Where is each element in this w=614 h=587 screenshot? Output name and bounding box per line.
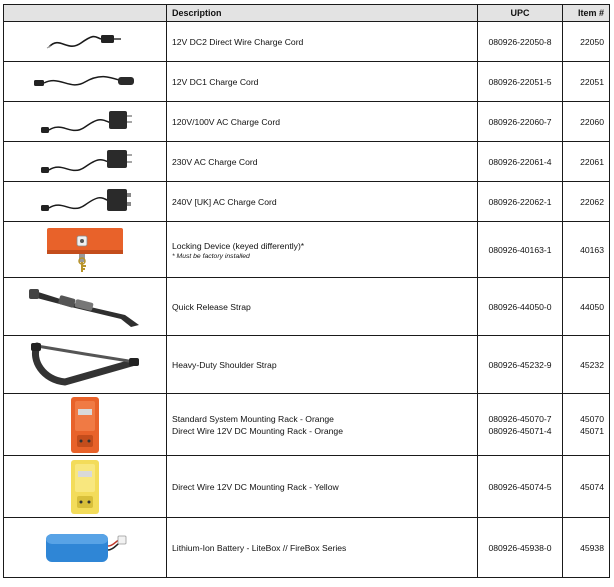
product-image-cell — [4, 102, 167, 142]
product-image-cell — [4, 518, 167, 578]
description-cell: Lithium-Ion Battery - LiteBox // FireBox Series — [167, 518, 478, 578]
upc-cell: 080926-22060-7 — [478, 102, 563, 142]
description-cell: 230V AC Charge Cord — [167, 142, 478, 182]
dc1-cord-icon — [30, 69, 140, 95]
table-row — [4, 182, 610, 222]
upc-cell: 080926-40163-1 — [478, 222, 563, 278]
item-cell: 40163 — [563, 222, 610, 278]
product-image-cell — [4, 62, 167, 102]
description-cell: 12V DC2 Direct Wire Charge Cord — [167, 22, 478, 62]
yellow-rack-icon — [65, 458, 105, 516]
item-cell: 44050 — [563, 278, 610, 336]
parts-table — [3, 4, 610, 578]
item-cell: 45074 — [563, 456, 610, 518]
item-cell: 22062 — [563, 182, 610, 222]
battery-icon — [40, 526, 130, 570]
description-cell: 240V [UK] AC Charge Cord — [167, 182, 478, 222]
description-cell: 12V DC1 Charge Cord — [167, 62, 478, 102]
table-row — [4, 62, 610, 102]
shoulder-strap-icon — [25, 340, 145, 390]
item-cell: 45232 — [563, 336, 610, 394]
table-row — [4, 142, 610, 182]
product-image-cell — [4, 182, 167, 222]
upc-cell: 080926-22061-4 — [478, 142, 563, 182]
release-strap-icon — [25, 285, 145, 329]
item-cell: 45938 — [563, 518, 610, 578]
description-cell — [167, 394, 478, 456]
product-image-cell — [4, 336, 167, 394]
header-item: Item # — [563, 5, 610, 22]
lock-device-icon — [43, 224, 127, 276]
description-cell — [167, 222, 478, 278]
product-image-cell — [4, 456, 167, 518]
description-cell: Heavy-Duty Shoulder Strap — [167, 336, 478, 394]
upc-cell: 080926-22062-1 — [478, 182, 563, 222]
table-row — [4, 336, 610, 394]
table-row — [4, 22, 610, 62]
product-image-cell — [4, 142, 167, 182]
item-cell: 22051 — [563, 62, 610, 102]
table-row — [4, 456, 610, 518]
ac-adapter-icon — [35, 105, 135, 139]
upc-cell: 080926-22050-8 — [478, 22, 563, 62]
item-cell: 22060 — [563, 102, 610, 142]
header-row — [4, 5, 610, 22]
upc-cell: 080926-45074-5 — [478, 456, 563, 518]
table-row — [4, 102, 610, 142]
header-description: Description — [167, 5, 478, 22]
upc-cell — [478, 394, 563, 456]
description-cell: 120V/100V AC Charge Cord — [167, 102, 478, 142]
upc-cell: 080926-22051-5 — [478, 62, 563, 102]
header-upc: UPC — [478, 5, 563, 22]
table-row — [4, 394, 610, 456]
item-cell: 22050 — [563, 22, 610, 62]
upc-cell: 080926-45232-9 — [478, 336, 563, 394]
uk-adapter-icon — [35, 185, 135, 219]
upc-cell: 080926-45938-0 — [478, 518, 563, 578]
orange-rack-icon — [65, 395, 105, 455]
upc-cell: 080926-44050-0 — [478, 278, 563, 336]
product-image-cell — [4, 278, 167, 336]
product-image-cell — [4, 394, 167, 456]
item-cell: 22061 — [563, 142, 610, 182]
table-row — [4, 278, 610, 336]
factory-note: * Must be factory installed — [172, 252, 250, 260]
item-text-2: 45071 — [580, 425, 604, 436]
description-cell: Quick Release Strap — [167, 278, 478, 336]
upc-text: 080926-45070-7 — [488, 413, 552, 424]
table-row — [4, 222, 610, 278]
item-cell — [563, 394, 610, 456]
description-text: Locking Device (keyed differently)* — [172, 240, 305, 251]
product-image-cell — [4, 222, 167, 278]
product-image-cell — [4, 22, 167, 62]
table-row — [4, 518, 610, 578]
description-text-2: Direct Wire 12V DC Mounting Rack - Orange — [172, 425, 343, 436]
upc-text-2: 080926-45071-4 — [488, 425, 552, 436]
dc2-cord-icon — [45, 27, 125, 57]
description-text: Standard System Mounting Rack - Orange — [172, 413, 334, 424]
header-image — [4, 5, 167, 22]
ac-adapter-icon — [35, 145, 135, 179]
description-cell: Direct Wire 12V DC Mounting Rack - Yellow — [167, 456, 478, 518]
item-text: 45070 — [580, 413, 604, 424]
